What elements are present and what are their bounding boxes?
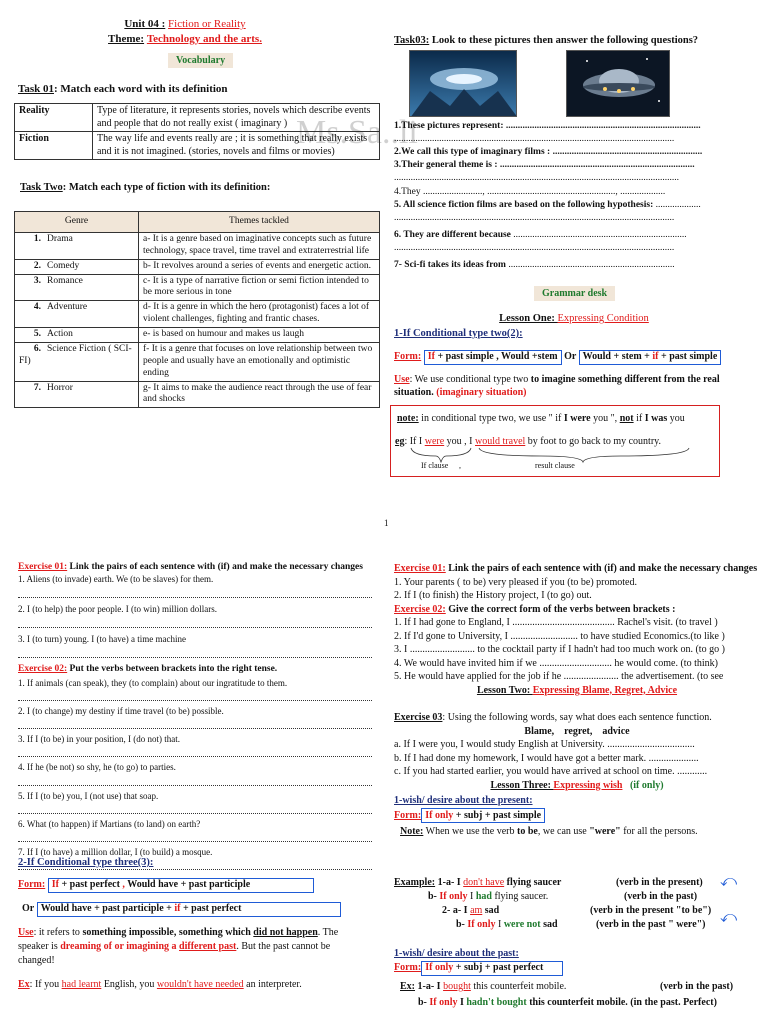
genre-cell xyxy=(15,301,139,328)
answer-line xyxy=(18,700,372,701)
answer-dots: ......................................................................... xyxy=(513,230,687,240)
cond3-form-alt: Or Would have + past participle + if + past perfect xyxy=(22,902,341,917)
exercise3-heading: Exercise 03: Using the following words, say what does each sentence function. xyxy=(394,712,712,723)
definition-cell: The way life and events really are ; it is something that really exists and it is not imagined. (stories, novels and films or movies) xyxy=(93,132,380,160)
wish-note: Note: When we use the verb to be, we can use "were" for all the persons. xyxy=(400,826,698,837)
theme-cell: b- It revolves around a series of events and energetic action. xyxy=(139,259,380,274)
table-header-row xyxy=(15,212,380,233)
answer-line xyxy=(18,869,372,870)
answer-line xyxy=(18,785,372,786)
genre-number: 5. xyxy=(33,329,41,339)
genre-cell xyxy=(15,328,139,343)
genre-name: Adventure xyxy=(47,302,88,313)
genre-number: 6. xyxy=(33,343,41,354)
theme-cell: g- It aims to make the audience react through the use of fear and shocks xyxy=(139,381,380,408)
exercise2-item: 4. If he (be not) so shy, he (to go) to parties. xyxy=(18,762,176,773)
genre-number: 1. xyxy=(33,233,41,244)
theme-line: Theme: Technology and the arts. xyxy=(108,33,262,45)
genre-cell xyxy=(15,232,139,259)
question-7: 7- Sci-fi takes its ideas from xyxy=(394,260,509,270)
table-row xyxy=(15,342,380,381)
answer-line: ...................................................................................................................... xyxy=(394,213,675,223)
exercise1-item: 1. Aliens (to invade) earth. We (to be slaves) for them. xyxy=(18,573,214,584)
exercise2-item: 2. I (to change) my destiny if time travel (to be) possible. xyxy=(18,705,224,716)
exercise2-item: 7. If I (to have) a million dollar, I (to build) a mosque. xyxy=(18,847,213,857)
exercise3-item: a. If I were you, I would study English at University. ................................... xyxy=(394,739,695,750)
genre-number: 2. xyxy=(33,260,41,271)
genre-name: Action xyxy=(47,329,73,339)
result-clause-label: result clause xyxy=(535,461,575,470)
scifi-picture-2 xyxy=(566,50,670,117)
example-line: eg: If I were you , I would travel by foot to go back to my country. xyxy=(395,436,661,447)
genre-header: Genre xyxy=(15,212,139,233)
exercise3-item: c. If you had started earlier, you would have arrived at school on time. ............ xyxy=(394,766,708,777)
exercise2-items xyxy=(18,678,372,871)
genre-name: Science Fiction ( SCI-FI) xyxy=(19,343,132,366)
cond2-title: 1-If Conditional type two(2): xyxy=(394,328,523,339)
exercise2-item: 3. I .......................... to the cocktail party if I hadn't had too much work on. (to go ) xyxy=(394,644,725,655)
cond3-title: 2-If Conditional type three(3): xyxy=(18,857,154,868)
left-exercises xyxy=(18,562,372,875)
table-row xyxy=(15,132,380,160)
genre-name: Romance xyxy=(47,275,83,286)
grammar-desk-heading: Grammar desk xyxy=(534,288,615,301)
wish-examples xyxy=(394,876,760,932)
exercise2-item: 5. He would have applied for the job if he ...................... the advertisement. (to see xyxy=(394,671,724,682)
scifi-picture-1 xyxy=(409,50,517,117)
exercise1-heading: Exercise 01: Link the pairs of each sentence with (if) and make the necessary changes xyxy=(394,563,758,574)
genre-rows xyxy=(15,232,380,407)
exercise1-item: 1. Your parents ( to be) very pleased if you (to be) promoted. xyxy=(394,576,637,588)
genre-cell xyxy=(15,259,139,274)
wish-present-form: Form: If only + subj + past simple xyxy=(394,808,760,824)
genre-number: 3. xyxy=(33,275,41,286)
example-row: Example: 1-a- I don't have flying saucer (verb in the present) xyxy=(394,877,703,888)
clause-comma: , xyxy=(459,461,461,470)
exercise2-item: 2. If I'd gone to University, I ........................... to have studied Economics.(to like ) xyxy=(394,630,725,642)
genre-number: 4. xyxy=(33,302,41,313)
themes-header: Themes tackled xyxy=(139,212,380,233)
answer-line xyxy=(18,813,372,814)
exercise1-heading: Exercise 01: Link the pairs of each sentence with (if) and make the necessary changes xyxy=(18,562,363,572)
example-row: b- If only I had flying saucer. (verb in the past) xyxy=(428,891,698,902)
task02-table xyxy=(14,211,380,408)
word-cell: Reality xyxy=(15,104,93,132)
lesson-two-title: Lesson Two: Expressing Blame, Regret, Advice xyxy=(476,684,678,696)
answer-line xyxy=(18,841,372,842)
lesson-one-title: Lesson One: Expressing Condition xyxy=(499,313,649,324)
genre-name: Drama xyxy=(47,233,73,244)
genre-cell xyxy=(15,381,139,408)
cond3-use: Use: it refers to something impossible, something which did not happen. The speaker is dreaming of or imagining a different past. But the past cannot be changed! xyxy=(18,927,339,966)
table-row xyxy=(15,301,380,328)
answer-line xyxy=(18,728,372,729)
exercise2-item: 5. If I (to be) you, I (not use) that soap. xyxy=(18,790,159,801)
exercise2-item: 4. We would have invited him if we ............................. he would come. (to think) xyxy=(394,657,718,669)
note-line: note: in conditional type two, we use " if I were you ", not if I was you xyxy=(397,413,685,424)
exercise3-words: Blame, regret, advice xyxy=(524,725,630,737)
note-box xyxy=(390,405,720,477)
answer-line xyxy=(18,657,372,658)
genre-name: Comedy xyxy=(47,260,80,271)
exercise2-item: 1. If animals (can speak), they (to complain) about our ingratitude to them. xyxy=(18,677,288,688)
wish-past-example-a: Ex: 1-a- I bought this counterfeit mobile. (verb in the past) xyxy=(400,981,734,992)
right-exercises xyxy=(394,562,760,839)
curved-arrow-icon: ⤺ xyxy=(720,873,738,890)
curved-arrow-icon: ⤺ xyxy=(720,909,738,926)
exercise3-item: b. If I had done my homework, I would have got a better mark. .................... xyxy=(394,752,699,764)
exercise2-heading: Exercise 02: Give the correct form of the verbs between brackets : xyxy=(394,603,676,615)
page-number: 1 xyxy=(384,518,389,528)
genre-cell xyxy=(15,342,139,381)
vocabulary-heading: Vocabulary xyxy=(168,55,233,68)
question-3: 3.Their general theme is : .................................................................................. xyxy=(394,160,695,170)
table-row xyxy=(15,328,380,343)
wish-past-form: Form: If only + subj + past perfect xyxy=(394,961,563,976)
cond2-use: Use: We use conditional type two to imagine something different from the real situation. (imaginary situation) xyxy=(394,374,720,398)
example-row: b- If only I were not sad (verb in the past " were") xyxy=(456,919,706,930)
cond3-form: Form: If + past perfect , Would have + past participle xyxy=(18,878,324,896)
watermark: Ms.Sa..li xyxy=(296,114,418,151)
answer-line: ...................................................................................................................... xyxy=(394,243,675,253)
task02-heading: Task Two: Match each type of fiction with its definition: xyxy=(20,182,271,193)
theme-cell: d- It is a genre in which the hero (protagonist) faces a lot of violent challenges, fighting and frantic chases. xyxy=(139,301,380,328)
table-row xyxy=(15,274,380,301)
lesson-three-title: Lesson Three: Expressing wish (if only) xyxy=(490,779,664,791)
answer-line xyxy=(18,597,372,598)
theme-cell: e- is based on humour and makes us laugh xyxy=(139,328,380,343)
table-row xyxy=(15,381,380,408)
definition-cell: Type of literature, it represents stories, novels which describe events and people that do not really exist ( imaginary ) xyxy=(93,104,380,132)
question-1: 1.These pictures represent: .................................................................................. xyxy=(394,121,701,131)
exercise2-item: 3. If I (to be) in your position, I (do not) that. xyxy=(18,734,180,744)
table-row xyxy=(15,259,380,274)
table-row xyxy=(15,232,380,259)
example-row: 2- a- I am sad (verb in the present "to be") xyxy=(442,905,712,916)
table-row xyxy=(15,104,380,132)
answer-line: ........................................................................................................................ xyxy=(394,173,679,183)
exercise1-item: 2. I (to help) the poor people. I (to win) million dollars. xyxy=(18,604,217,615)
theme-cell: a- It is a genre based on imaginative concepts such as future technology, space travel, time travel and extraterrestrial life xyxy=(139,232,380,259)
word-cell: Fiction xyxy=(15,132,93,160)
cond2-form: Form: If + past simple , Would +stem Or Would + stem + if + past simple xyxy=(394,350,721,365)
if-clause-label: If clause xyxy=(421,461,449,470)
theme-cell: f- It is a genre that focuses on love relationship between two people and usually have an emotionally and optimistic ending xyxy=(139,342,380,381)
genre-cell xyxy=(15,274,139,301)
answer-dots: ................... xyxy=(655,200,701,210)
question-6: 6. They are different because xyxy=(394,230,514,240)
exercise2-item: 1. If I had gone to England, I ......................................... Rachel's visit. (to travel ) xyxy=(394,617,718,628)
question-2: 2.We call this type of imaginary films : ............................................................... xyxy=(394,147,703,157)
task01-heading: Task 01: Match each word with its definition xyxy=(18,83,228,95)
answer-dots: ...................................................................... xyxy=(508,260,675,270)
theme-cell: c- It is a type of narrative fiction or semi fiction intended to be more serious in tone xyxy=(139,274,380,301)
cond3-example: Ex: If you had learnt English, you wouldn't have needed an interpreter. xyxy=(18,979,302,990)
answer-line: ...................................................................................................................... xyxy=(394,134,675,144)
task03-questions xyxy=(394,120,754,272)
genre-name: Horror xyxy=(47,382,73,393)
answer-line xyxy=(18,756,372,757)
genre-number: 7. xyxy=(33,382,41,393)
unit-title: Unit 04 : Fiction or Reality xyxy=(124,18,246,30)
exercise1-item: 2. If I (to finish) the History project, I (to go) out. xyxy=(394,590,592,601)
answer-line xyxy=(18,627,372,628)
exercise1-item: 3. I (to turn) young. I (to have) a time machine xyxy=(18,634,186,645)
wish-past-title: 1-wish/ desire about the past: xyxy=(394,948,519,959)
wish-past-example-b: b- If only I hadn't bought this counterfeit mobile. (in the past. Perfect) xyxy=(418,997,717,1008)
task01-table xyxy=(14,103,380,160)
exercise2-heading: Exercise 02: Put the verbs between brackets into the right tense. xyxy=(18,663,278,674)
question-4: 4.They ........................., ......................................................, ................... xyxy=(394,187,666,197)
exercise2-item: 6. What (to happen) if Martians (to land) on earth? xyxy=(18,818,201,829)
task03-heading: Task03: Look to these pictures then answer the following questions? xyxy=(394,35,699,46)
wish-present-title: 1-wish/ desire about the present: xyxy=(394,795,533,806)
question-5: 5. All science fiction films are based on the following hypothesis: xyxy=(394,200,656,210)
